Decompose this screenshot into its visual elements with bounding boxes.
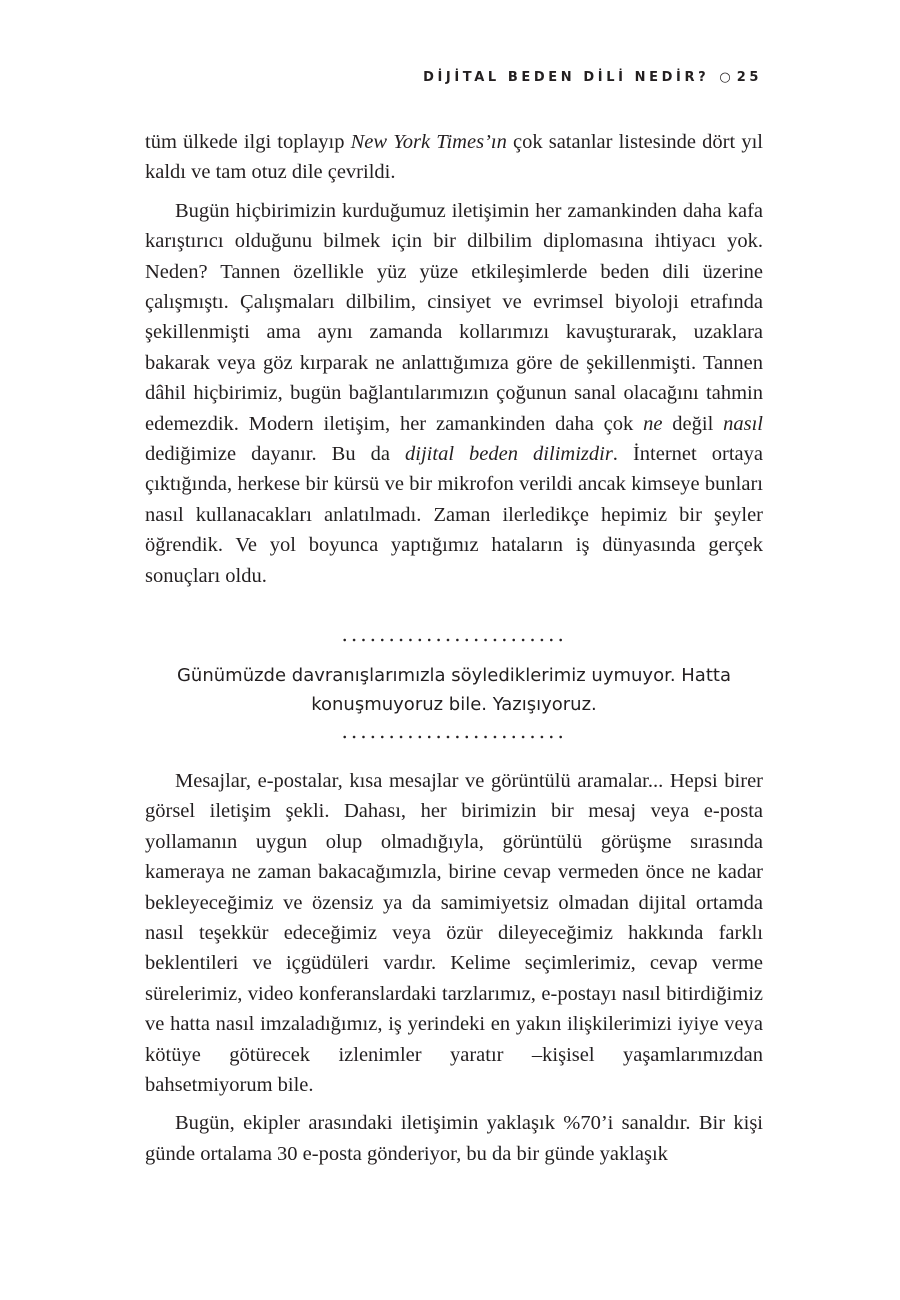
paragraph-1-text: tüm ülkede ilgi toplayıp <box>145 131 351 153</box>
header-separator: ○ <box>719 70 731 85</box>
paragraph-4: Bugün, ekipler arasındaki iletişimin yaklaşık %70’i sanaldır. Bir kişi günde ortalama 30 e-posta gönderiyor, bu da bir günde yaklaşık <box>145 1112 763 1165</box>
body-text-bottom <box>145 766 763 1169</box>
paragraph-2-text: Bugün hiçbirimizin kurduğumuz iletişimin her zamankinden daha kafa karıştırıcı olduğunu bilmek için bir dilbilim diplomasına ihtiyacı yok. Neden? Tannen özellikle yüz yüze etkileşimlerde beden dili üzerine çalışmıştı. Çalışmaları dilbilim, cinsiyet ve evrimsel biyoloji etrafında şekillenmişti ama aynı zamanda kollarımızı kavuşturarak, uzaklara bakarak veya göz kırparak ne anlattığımıza göre de şekillenmişti. Tannen dâhil hiçbirimiz, bugün bağlantılarımızın çoğunun sanal olacağını tahmin edemezdik. Modern iletişim, her zamankinden daha çok <box>145 199 763 435</box>
chapter-title: DİJİTAL BEDEN DİLİ NEDİR? <box>423 70 710 85</box>
paragraph-1-italic: New York Times’ın <box>350 131 507 153</box>
paragraph-2-italic-term: dijital beden dilimizdir <box>405 443 613 466</box>
running-header <box>423 70 762 85</box>
paragraph-1 <box>145 127 763 188</box>
paragraph-2-text-3: dediğimize dayanır. Bu da <box>145 443 406 466</box>
paragraph-3: Mesajlar, e-postalar, kısa mesajlar ve görüntülü aramalar... Hepsi birer görsel iletişim şekli. Dahası, her birimizin bir mesaj veya e-posta yollamanın uygun olup olmadığıyla, görüntülü görüşme sırasında kameraya ne zaman bakacağımızla, birine cevap vermeden önce ne kadar bekleyeceğimiz ve özensiz ya da samimiyetsiz olmadan dijital ortamda nasıl teşekkür edeceğimiz veya özür dileyeceğimiz hakkında farklı beklentileri ve içgüdüleri vardır. Kelime seçimlerimiz, cevap verme sürelerimiz, video konferanslardaki tarzlarımız, e-postayı nasıl bitirdiğimiz ve hatta nasıl imzaladığımız, iş yerindeki en yakın ilişkilerimizi iyiye veya kötüye götürecek izlenimler yaratır –kişisel yaşamlarımızdan bahsetmiyorum bile. <box>145 770 763 1097</box>
paragraph-2-italic-ne: ne <box>643 412 663 435</box>
body-text-top <box>145 127 763 591</box>
paragraph-1-text-end: çok satanlar listesinde dört yıl kaldı ve tam otuz dile çevrildi. <box>145 131 763 184</box>
paragraph-2-italic-nasil: nasıl <box>723 412 763 435</box>
paragraph-2-text-2: değil <box>662 412 724 435</box>
paragraph-2 <box>145 196 763 591</box>
paragraph-2-text-4: . İnternet ortaya çıktığında, herkese bir kürsü ve bir mikrofon verildi ancak kimseye bunları nasıl kullanacakları anlatılmadı. Zaman ilerledikçe hepimiz bir şeyler öğrendik. Ve yol boyunca yaptığımız hataların iş dünyasında gerçek sonuçları oldu. <box>145 443 763 587</box>
pullquote-top-divider <box>340 638 566 642</box>
page-number: 25 <box>736 70 762 85</box>
pullquote-line-1: Günümüzde davranışlarımızla söylediklerimiz uymuyor. Hatta <box>176 665 731 686</box>
pullquote-line-2: konuşmuyoruz bile. Yazışıyoruz. <box>311 694 597 715</box>
pullquote-bottom-divider <box>340 735 566 739</box>
pullquote <box>145 661 763 719</box>
